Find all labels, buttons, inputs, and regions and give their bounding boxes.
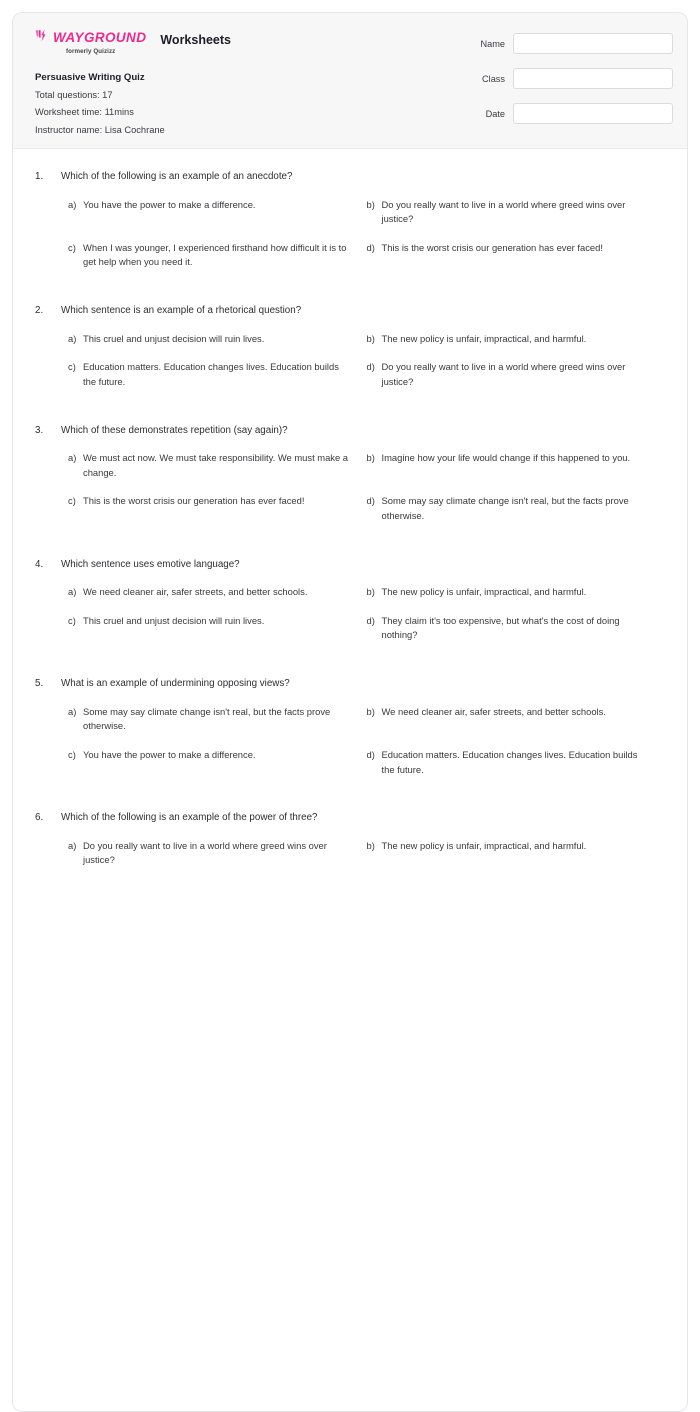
question-text: Which sentence is an example of a rhetorical question? bbox=[61, 305, 302, 317]
logo-wordmark: WAYGROUND bbox=[53, 29, 147, 45]
question-2 bbox=[35, 305, 665, 403]
option-marker: d) bbox=[366, 495, 375, 507]
field-label-name: Name bbox=[480, 38, 505, 49]
option-marker: d) bbox=[366, 614, 375, 626]
field-row-class bbox=[463, 68, 673, 89]
option-a[interactable] bbox=[68, 705, 367, 734]
option-marker: a) bbox=[68, 586, 77, 598]
option-marker: a) bbox=[68, 452, 77, 464]
question-5 bbox=[35, 678, 665, 791]
option-marker: b) bbox=[366, 332, 375, 344]
option-c[interactable] bbox=[68, 748, 367, 777]
option-a[interactable] bbox=[68, 451, 367, 480]
option-b[interactable] bbox=[367, 198, 666, 227]
question-3 bbox=[35, 425, 665, 538]
option-b[interactable] bbox=[367, 585, 666, 600]
option-text: Do you really want to live in a world where greed wins over justice? bbox=[381, 198, 626, 225]
student-fields bbox=[463, 33, 673, 138]
option-text: The new policy is unfair, impractical, and harmful. bbox=[381, 586, 587, 598]
instructor-name: Instructor name: Lisa Cochrane bbox=[35, 124, 165, 135]
option-b[interactable] bbox=[367, 705, 666, 734]
field-row-date bbox=[463, 103, 673, 124]
option-text: You have the power to make a difference. bbox=[83, 748, 256, 760]
questions-list bbox=[13, 149, 687, 882]
option-marker: a) bbox=[68, 332, 77, 344]
option-marker: b) bbox=[366, 705, 375, 717]
option-d[interactable] bbox=[367, 494, 666, 523]
option-marker: b) bbox=[366, 452, 375, 464]
option-marker: a) bbox=[68, 198, 77, 210]
option-b[interactable] bbox=[367, 332, 666, 347]
option-marker: d) bbox=[366, 748, 375, 760]
worksheet-title: Persuasive Writing Quiz bbox=[35, 71, 145, 83]
option-c[interactable] bbox=[68, 360, 367, 389]
option-text: This cruel and unjust decision will ruin lives. bbox=[83, 614, 265, 626]
question-number: 3. bbox=[35, 424, 44, 436]
option-marker: b) bbox=[366, 586, 375, 598]
question-header bbox=[35, 305, 665, 318]
question-number: 2. bbox=[35, 305, 44, 317]
question-text: Which sentence uses emotive language? bbox=[61, 558, 240, 570]
question-number: 5. bbox=[35, 678, 44, 690]
options-grid bbox=[35, 198, 665, 284]
question-text: What is an example of undermining opposing views? bbox=[61, 678, 290, 690]
option-marker: a) bbox=[68, 705, 77, 717]
question-header bbox=[35, 559, 665, 572]
option-marker: d) bbox=[366, 241, 375, 253]
option-text: They claim it's too expensive, but what's the cost of doing nothing? bbox=[381, 614, 620, 641]
option-c[interactable] bbox=[68, 494, 367, 523]
option-marker: c) bbox=[68, 241, 76, 253]
field-label-date: Date bbox=[485, 108, 505, 119]
option-text: The new policy is unfair, impractical, and harmful. bbox=[381, 332, 587, 344]
logo-top-row bbox=[35, 29, 146, 46]
option-a[interactable] bbox=[68, 198, 367, 227]
option-marker: b) bbox=[366, 839, 375, 851]
question-text: Which of these demonstrates repetition (say again)? bbox=[61, 424, 288, 436]
option-c[interactable] bbox=[68, 241, 367, 270]
worksheet-time: Worksheet time: 11mins bbox=[35, 107, 134, 118]
option-marker: c) bbox=[68, 361, 76, 373]
field-row-name bbox=[463, 33, 673, 54]
options-grid bbox=[35, 451, 665, 537]
option-c[interactable] bbox=[68, 614, 367, 643]
option-text: Some may say climate change isn't real, but the facts prove otherwise. bbox=[83, 705, 331, 732]
option-d[interactable] bbox=[367, 614, 666, 643]
options-grid bbox=[35, 705, 665, 791]
option-d[interactable] bbox=[367, 241, 666, 270]
logo-subtitle: formerly Quizizz bbox=[65, 47, 116, 55]
name-input[interactable] bbox=[513, 33, 673, 54]
question-number: 6. bbox=[35, 812, 44, 824]
class-input[interactable] bbox=[513, 68, 673, 89]
option-marker: c) bbox=[68, 748, 76, 760]
question-header bbox=[35, 171, 665, 184]
option-b[interactable] bbox=[367, 451, 666, 480]
product-title: Worksheets bbox=[160, 33, 231, 47]
worksheet-meta bbox=[35, 72, 365, 137]
option-text: Imagine how your life would change if this happened to you. bbox=[381, 452, 631, 464]
question-header bbox=[35, 812, 665, 825]
wayground-logo bbox=[35, 29, 146, 55]
question-text: Which of the following is an example of the power of three? bbox=[61, 812, 318, 824]
option-text: This cruel and unjust decision will ruin lives. bbox=[83, 332, 265, 344]
option-text: Some may say climate change isn't real, but the facts prove otherwise. bbox=[381, 495, 629, 521]
option-marker: a) bbox=[68, 839, 77, 851]
worksheet-header bbox=[13, 13, 687, 149]
option-a[interactable] bbox=[68, 839, 367, 868]
option-text: This is the worst crisis our generation has ever faced! bbox=[83, 495, 305, 507]
question-header bbox=[35, 425, 665, 438]
option-text: We must act now. We must take responsibility. We must make a change. bbox=[83, 452, 349, 478]
options-grid bbox=[35, 585, 665, 657]
option-text: The new policy is unfair, impractical, and harmful. bbox=[381, 839, 587, 851]
option-marker: b) bbox=[366, 198, 375, 210]
options-grid bbox=[35, 839, 665, 882]
option-b[interactable] bbox=[367, 839, 666, 868]
question-number: 1. bbox=[35, 171, 44, 182]
option-d[interactable] bbox=[367, 748, 666, 777]
option-a[interactable] bbox=[68, 332, 367, 347]
question-text: Which of the following is an example of an anecdote? bbox=[61, 171, 293, 182]
option-d[interactable] bbox=[367, 360, 666, 389]
option-marker: c) bbox=[68, 614, 76, 626]
option-marker: c) bbox=[68, 495, 76, 507]
option-text: Education matters. Education changes lives. Education builds the future. bbox=[381, 748, 638, 775]
option-text: When I was younger, I experienced firsthand how difficult it is to get help when you need it. bbox=[83, 241, 347, 268]
option-text: We need cleaner air, safer streets, and better schools. bbox=[381, 705, 606, 717]
question-4 bbox=[35, 559, 665, 657]
option-text: We need cleaner air, safer streets, and better schools. bbox=[83, 586, 308, 598]
worksheet-page bbox=[12, 12, 688, 1412]
question-6 bbox=[35, 812, 665, 882]
option-a[interactable] bbox=[68, 585, 367, 600]
question-header bbox=[35, 678, 665, 691]
field-label-class: Class bbox=[482, 73, 505, 84]
question-1 bbox=[35, 171, 665, 284]
option-text: Education matters. Education changes lives. Education builds the future. bbox=[83, 361, 339, 387]
options-grid bbox=[35, 332, 665, 404]
option-marker: d) bbox=[366, 361, 375, 373]
option-text: You have the power to make a difference. bbox=[83, 198, 256, 210]
option-text: Do you really want to live in a world where greed wins over justice? bbox=[83, 839, 327, 866]
wave-lightning-mark-icon bbox=[35, 29, 50, 46]
question-number: 4. bbox=[35, 558, 44, 570]
date-input[interactable] bbox=[513, 103, 673, 124]
option-text: This is the worst crisis our generation has ever faced! bbox=[381, 241, 603, 253]
total-questions: Total questions: 17 bbox=[35, 89, 113, 100]
option-text: Do you really want to live in a world where greed wins over justice? bbox=[381, 361, 626, 387]
